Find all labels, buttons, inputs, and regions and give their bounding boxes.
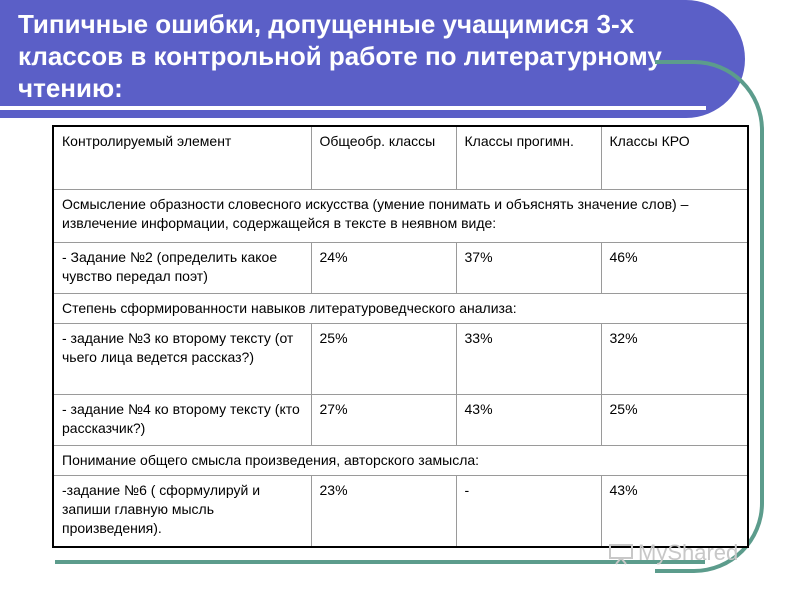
slide-title: Типичные ошибки, допущенные учащимися 3-х классов в контрольной работе по литературному чтению: (18, 9, 662, 103)
value-cell: - (456, 476, 601, 548)
presentation-board-icon (608, 543, 634, 565)
header-kro-classes: Классы КРО (601, 126, 748, 190)
watermark-logo (608, 540, 768, 570)
task-cell: - задание №4 ко второму тексту (кто рассказчик?) (53, 395, 311, 446)
value-cell: 43% (601, 476, 748, 548)
value-cell: 43% (456, 395, 601, 446)
value-cell: 32% (601, 324, 748, 395)
table-row (53, 324, 748, 395)
section-row (53, 190, 748, 243)
task-cell: -задание №6 ( сформулируй и запиши главную мысль произведения). (53, 476, 311, 548)
value-cell: 46% (601, 243, 748, 294)
value-cell: 25% (601, 395, 748, 446)
value-cell: 33% (456, 324, 601, 395)
value-cell: 25% (311, 324, 456, 395)
value-cell: 24% (311, 243, 456, 294)
task-cell: - задание №3 ко второму тексту (от чьего лица ведется рассказ?) (53, 324, 311, 395)
table-row (53, 395, 748, 446)
header-progymnasium-classes: Классы прогимн. (456, 126, 601, 190)
title-underline (0, 106, 706, 110)
table-header-row (53, 126, 748, 190)
table-row (53, 243, 748, 294)
section-title: Осмысление образности словесного искусства (умение понимать и объяснять значение слов) – извлечение информации, содержащейся в тексте в неявном виде: (53, 190, 748, 243)
value-cell: 23% (311, 476, 456, 548)
section-title: Понимание общего смысла произведения, авторского замысла: (53, 446, 748, 476)
header-element: Контролируемый элемент (53, 126, 311, 190)
section-title: Степень сформированности навыков литературоведческого анализа: (53, 294, 748, 324)
value-cell: 37% (456, 243, 601, 294)
value-cell: 27% (311, 395, 456, 446)
results-table (52, 125, 749, 548)
watermark-text: MyShared (638, 540, 739, 565)
task-cell: - Задание №2 (определить какое чувство передал поэт) (53, 243, 311, 294)
table-row (53, 476, 748, 548)
section-row (53, 446, 748, 476)
section-row (53, 294, 748, 324)
header-general-classes: Общеобр. классы (311, 126, 456, 190)
